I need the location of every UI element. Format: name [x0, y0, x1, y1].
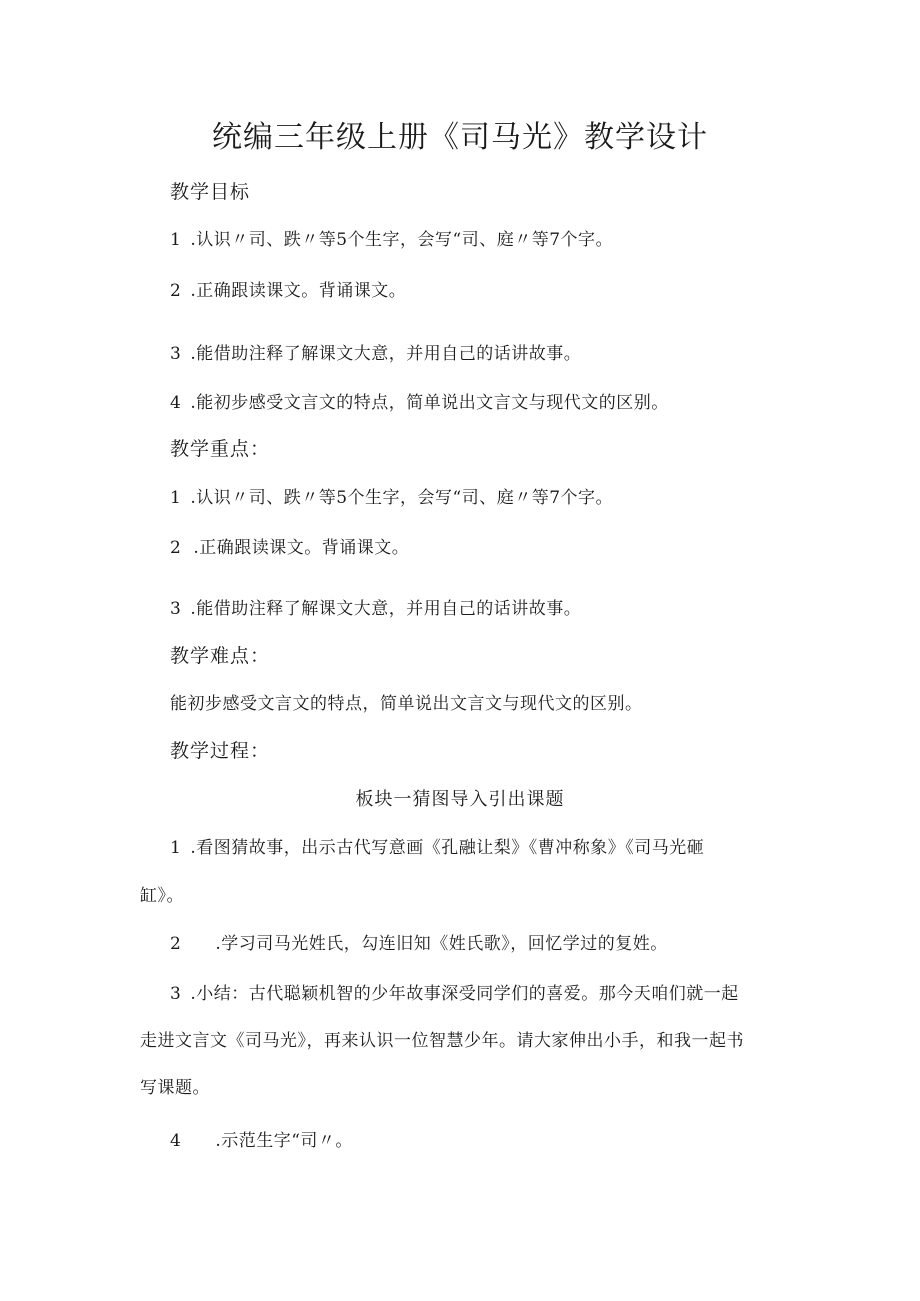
goal-item-number: 2: [170, 281, 182, 301]
key-point-item-3: [170, 598, 581, 620]
process-item-text: .看图猜故事，出示古代写意画《孔融让梨》《曹冲称象》《司马光砸: [190, 838, 705, 858]
process-item-number: 3: [170, 984, 182, 1004]
section-title: 板块一猜图导入引出课题: [355, 789, 565, 810]
goal-item-4: [170, 392, 669, 414]
key-point-text: .认识〃司、跌〃等5个生字，会写“司、庭〃等7个字。: [190, 488, 614, 508]
goal-item-text: .能初步感受文言文的特点，简单说出文言文与现代文的区别。: [190, 393, 669, 413]
process-heading: 教学过程：: [170, 740, 271, 762]
process-item-number: 2: [170, 934, 182, 954]
goal-item-text: .正确跟读课文。背诵课文。: [190, 281, 407, 301]
key-points-heading: 教学重点：: [170, 438, 271, 460]
process-item-3: [170, 983, 739, 1005]
key-point-text: .正确跟读课文。背诵课文。: [193, 538, 410, 558]
process-item-1-cont: 缸》。: [140, 886, 184, 906]
process-item-text: .示范生字“司〃。: [215, 1131, 353, 1151]
document-title: 统编三年级上册《司马光》教学设计: [212, 120, 708, 155]
process-item-text: .小结：古代聪颖机智的少年故事深受同学们的喜爱。那今天咱们就一起: [190, 984, 739, 1004]
key-point-text: .能借助注释了解课文大意，并用自己的话讲故事。: [190, 599, 582, 619]
difficulty-text: 能初步感受文言文的特点，简单说出文言文与现代文的区别。: [170, 694, 643, 714]
goal-item-text: .能借助注释了解课文大意，并用自己的话讲故事。: [190, 344, 582, 364]
key-point-number: 2: [170, 538, 182, 558]
key-point-number: 1: [170, 488, 182, 508]
goal-item-number: 3: [170, 344, 182, 364]
process-item-number: 4: [170, 1131, 182, 1151]
process-item-2: [170, 933, 668, 955]
key-point-item-1: [170, 487, 613, 509]
goals-heading: 教学目标: [170, 181, 251, 203]
goal-item-text: .认识〃司、跌〃等5个生字，会写“司、庭〃等7个字。: [190, 230, 614, 250]
key-point-item-2: [170, 537, 409, 559]
process-item-text: .学习司马光姓氏，勾连旧知《姓氏歌》，回忆学过的复姓。: [215, 934, 668, 954]
process-item-number: 1: [170, 838, 182, 858]
key-point-number: 3: [170, 599, 182, 619]
goal-item-number: 1: [170, 230, 182, 250]
goal-item-2: [170, 280, 406, 302]
goal-item-1: [170, 229, 613, 251]
process-item-4: [170, 1130, 353, 1152]
process-item-1: [170, 837, 704, 859]
goal-item-3: [170, 343, 581, 365]
process-item-3-cont-1: 走进文言文《司马光》，再来认识一位智慧少年。请大家伸出小手，和我一起书: [140, 1031, 744, 1051]
process-item-3-cont-2: 写课题。: [140, 1078, 210, 1098]
difficulty-heading: 教学难点：: [170, 645, 271, 667]
goal-item-number: 4: [170, 393, 182, 413]
